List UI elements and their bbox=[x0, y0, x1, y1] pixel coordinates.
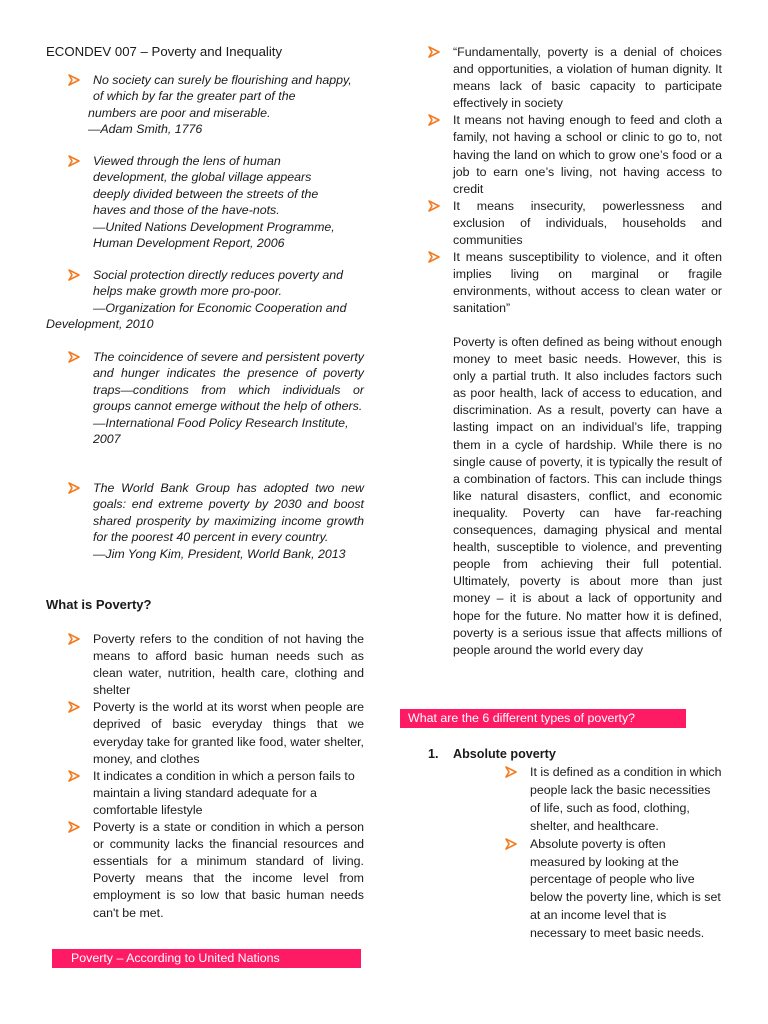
quote-4 bbox=[46, 349, 364, 447]
list-item: It indicates a condition in which a person fails to maintain a living standard adequate for a comfortable lifestyle bbox=[46, 768, 364, 819]
quote-attribution: —Jim Yong Kim, President, World Bank, 2013 bbox=[93, 546, 346, 561]
quote-line: numbers are poor and miserable. bbox=[88, 105, 271, 120]
list-item: Absolute poverty is often measured by looking at the percentage of people who live below the poverty line, which is set at an income level that is necessary to meet basic needs. bbox=[505, 836, 722, 943]
arrow-bullet-icon bbox=[68, 72, 81, 105]
list-item: Poverty refers to the condition of not having the means to afford basic human needs such as clean water, nutrition, health care, clothing and shelter bbox=[46, 631, 364, 699]
arrow-bullet-icon bbox=[428, 249, 441, 317]
arrow-bullet-icon bbox=[68, 819, 81, 922]
un-definition-list bbox=[428, 44, 722, 318]
quote-attribution: Human Development Report, 2006 bbox=[93, 236, 285, 251]
arrow-bullet-icon bbox=[68, 768, 81, 819]
quote-5 bbox=[46, 480, 364, 562]
quote-line: No society can surely be flourishing and happy, bbox=[93, 73, 352, 87]
poverty-type-name: Absolute poverty bbox=[453, 747, 556, 761]
quote-line: Viewed through the lens of human bbox=[93, 154, 281, 168]
arrow-bullet-icon bbox=[68, 480, 81, 562]
quote-text: The coincidence of severe and persistent poverty and hunger indicates the presence of poverty traps—conditions from which individuals or groups cannot emerge without the help of others. bbox=[93, 350, 364, 414]
arrow-bullet-icon bbox=[68, 349, 81, 447]
quote-attribution: —United Nations Development Programme, bbox=[93, 219, 335, 234]
arrow-bullet-icon bbox=[428, 198, 441, 249]
quote-text: The World Bank Group has adopted two new goals: end extreme poverty by 2030 and boost shared prosperity by maximizing income growth for the poorest 40 percent in every country. bbox=[93, 481, 364, 545]
list-item: Poverty is a state or condition in which a person or community lacks the financial resources and essentials for a minimum standard of living. Poverty means that the income level from employment is so low that basic human needs can't be met. bbox=[46, 819, 364, 922]
absolute-poverty-points bbox=[505, 764, 722, 943]
list-item: It means not having enough to feed and cloth a family, not having a school or clinic to go to, not having the land on which to grow one’s food or a job to earn one’s living, not having access to credit bbox=[428, 112, 722, 197]
arrow-bullet-icon bbox=[428, 112, 441, 197]
quote-line: deeply divided between the streets of the bbox=[93, 186, 319, 201]
list-item: It means susceptibility to violence, and it often implies living on marginal or fragile environments, without access to clean water or sanitation” bbox=[428, 249, 722, 317]
quote-line: Social protection directly reduces poverty and bbox=[93, 268, 344, 282]
quote-line: helps make growth more pro-poor. bbox=[93, 284, 282, 299]
what-is-poverty-list bbox=[46, 631, 364, 922]
arrow-bullet-icon bbox=[68, 267, 81, 300]
quote-line: development, the global village appears bbox=[93, 170, 312, 185]
quote-line: haves and those of the have-nots. bbox=[93, 203, 280, 218]
arrow-bullet-icon bbox=[505, 836, 518, 943]
list-item: Poverty is the world at its worst when people are deprived of basic everyday things that we everyday take for granted like food, water shelter, money, and clothes bbox=[46, 699, 364, 767]
list-item: It means insecurity, powerlessness and exclusion of individuals, households and communities bbox=[428, 198, 722, 249]
quote-2 bbox=[46, 153, 364, 251]
list-item: It is defined as a condition in which people lack the basic necessities of life, such as food, clothing, shelter, and healthcare. bbox=[505, 764, 722, 836]
quote-attribution: —Organization for Economic Cooperation and Development, 2010 bbox=[46, 300, 347, 332]
what-is-poverty-heading: What is Poverty? bbox=[46, 597, 152, 612]
quote-attribution: —International Food Policy Research Institute, 2007 bbox=[93, 415, 349, 447]
arrow-bullet-icon bbox=[68, 699, 81, 767]
poverty-type-heading bbox=[428, 747, 556, 761]
arrow-bullet-icon bbox=[68, 153, 81, 251]
arrow-bullet-icon bbox=[68, 631, 81, 699]
poverty-type-number: 1. bbox=[428, 747, 439, 761]
quote-attribution: —Adam Smith, 1776 bbox=[88, 122, 203, 137]
quote-3 bbox=[46, 267, 364, 333]
arrow-bullet-icon bbox=[505, 764, 518, 836]
quote-1 bbox=[46, 72, 364, 138]
un-section-bar: Poverty – According to United Nations bbox=[52, 949, 361, 968]
quote-line: of which by far the greater part of the bbox=[93, 89, 296, 104]
types-section-bar: What are the 6 different types of poverty? bbox=[400, 709, 686, 728]
poverty-paragraph: Poverty is often defined as being without enough money to meet basic needs. However, this is only a partial truth. It also includes factors such as poor health, lack of access to education, and discrimination. As a result, poverty can have a lasting impact on an individual’s life, trapping them in a cycle of hardship. While there is no single cause of poverty, it is typically the result of a combination of factors. This can include things like natural disasters, conflict, and economic inequality. Poverty can have far-reaching consequences, damaging physical and mental health, susceptible to violence, and preventing people from achieving their full potential. Ultimately, poverty is about more than just money – it is about a lack of opportunity and hope for the future. No matter how it is defined, poverty is a serious issue that affects millions of people around the world every day bbox=[453, 335, 722, 657]
list-item: “Fundamentally, poverty is a denial of choices and opportunities, a violation of human dignity. It means lack of basic capacity to participate effectively in society bbox=[428, 44, 722, 112]
arrow-bullet-icon bbox=[428, 44, 441, 112]
document-title: ECONDEV 007 – Poverty and Inequality bbox=[46, 44, 283, 59]
